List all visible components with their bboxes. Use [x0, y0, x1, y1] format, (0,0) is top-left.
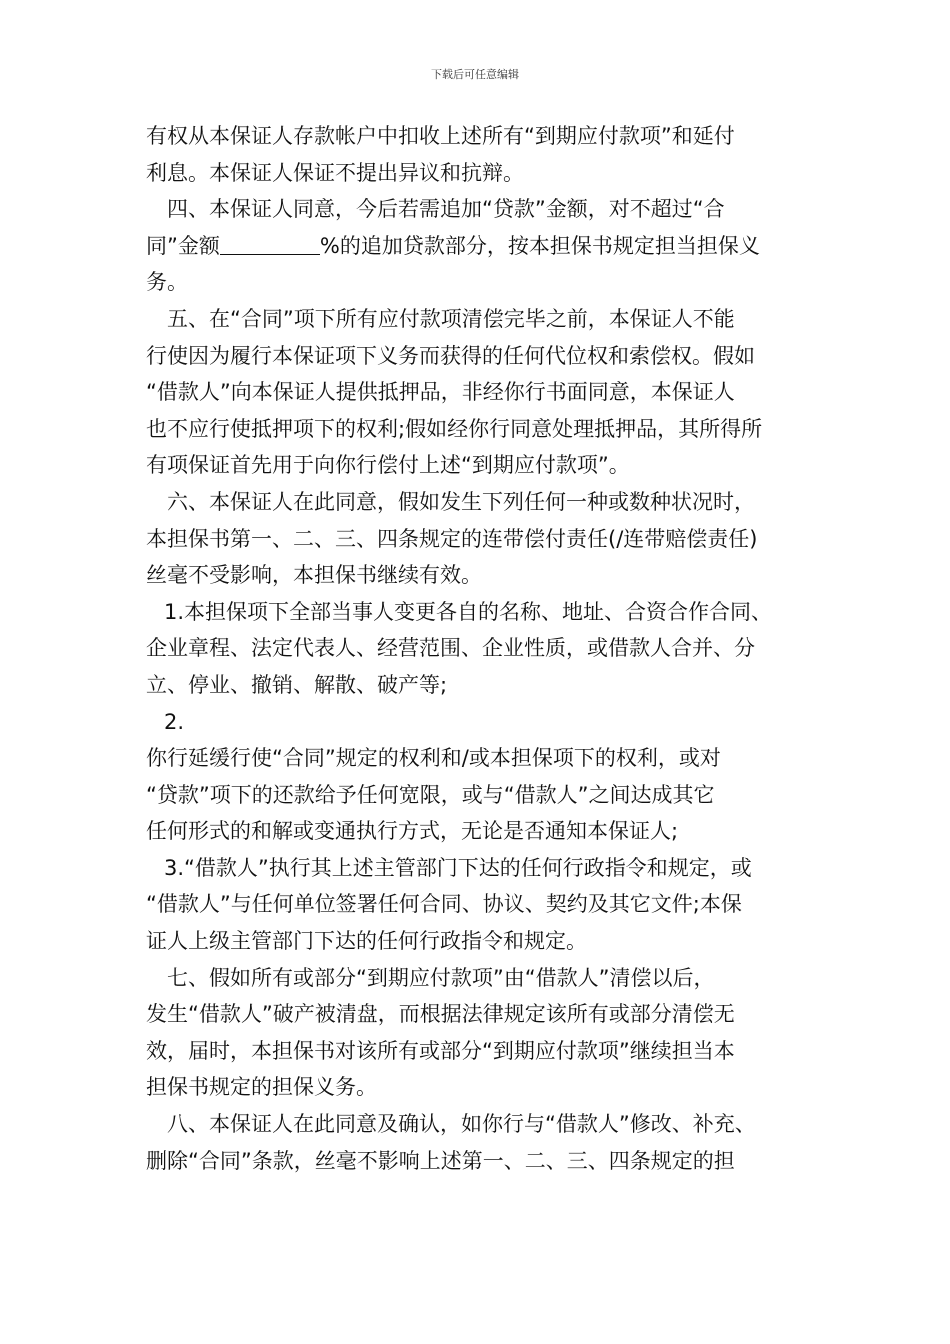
text-line: 七、假如所有或部分“到期应付款项”由“借款人”清偿以后， — [167, 965, 715, 990]
text-line: 企业章程、法定代表人、经营范围、企业性质，或借款人合并、分 — [146, 636, 755, 661]
text-line: 效，届时，本担保书对该所有或部分“到期应付款项”继续担当本 — [146, 1038, 735, 1063]
text-line: 立、停业、撤销、解散、破产等; — [146, 672, 448, 697]
text-line: 证人上级主管部门下达的任何行政指令和规定。 — [146, 929, 587, 954]
text-line: 任何形式的和解或变通执行方式，无论是否通知本保证人; — [146, 819, 679, 844]
text-line: 行使因为履行本保证项下义务而获得的任何代位权和索偿权。假如 — [146, 343, 755, 368]
text-line: 你行延缓行使“合同”规定的权利和/或本担保项下的权利，或对 — [146, 746, 721, 771]
text-line: “借款人”向本保证人提供抵押品，非经你行书面同意，本保证人 — [146, 380, 735, 405]
text-line: 八、本保证人在此同意及确认，如你行与“借款人”修改、补充、 — [167, 1112, 756, 1137]
text-line: 有权从本保证人存款帐户中扣收上述所有“到期应付款项”和延付 — [146, 124, 735, 148]
text-segment: %的追加贷款部分，按本担保书规定担当担保义 — [319, 233, 760, 258]
text-line: 有项保证首先用于向你行偿付上述“到期应付款项”。 — [146, 453, 630, 478]
text-line: 1.本担保项下全部当事人变更各自的名称、地址、合资合作合同、 — [164, 599, 773, 624]
text-line: “贷款”项下的还款给予任何宽限，或与“借款人”之间达成其它 — [146, 782, 715, 807]
text-line: 发生“借款人”破产被清盘，而根据法律规定该所有或部分清偿无 — [146, 1002, 735, 1027]
text-line: 3.“借款人”执行其上述主管部门下达的任何行政指令和规定，或 — [164, 855, 752, 880]
text-line: 利息。本保证人保证不提出异议和抗辩。 — [146, 160, 524, 185]
text-line: 2. — [164, 709, 185, 734]
fill-in-blank — [220, 234, 320, 255]
document-body — [146, 118, 836, 1179]
text-line: 也不应行使抵押项下的权利;假如经你行同意处理抵押品，其所得所 — [146, 416, 763, 441]
text-line: 删除“合同”条款，丝毫不影响上述第一、二、三、四条规定的担 — [146, 1148, 735, 1173]
text-segment: 同”金额 — [146, 233, 220, 258]
text-line: 本担保书第一、二、三、四条规定的连带偿付责任(/连带赔偿责任) — [146, 526, 758, 551]
text-line: 六、本保证人在此同意，假如发生下列任何一种或数种状况时， — [167, 489, 755, 514]
text-line: 四、本保证人同意，今后若需追加“贷款”金额，对不超过“合 — [167, 197, 725, 222]
text-line: 务。 — [146, 270, 188, 295]
text-line: “借款人”与任何单位签署任何合同、协议、契约及其它文件;本保 — [146, 892, 742, 917]
text-line: 五、在“合同”项下所有应付款项清偿完毕之前，本保证人不能 — [167, 306, 735, 331]
page-header: 下载后可任意编辑 — [431, 68, 519, 81]
text-line-with-blank — [146, 228, 836, 265]
text-line: 丝毫不受影响，本担保书继续有效。 — [146, 563, 482, 588]
text-line: 担保书规定的担保义务。 — [146, 1075, 377, 1100]
